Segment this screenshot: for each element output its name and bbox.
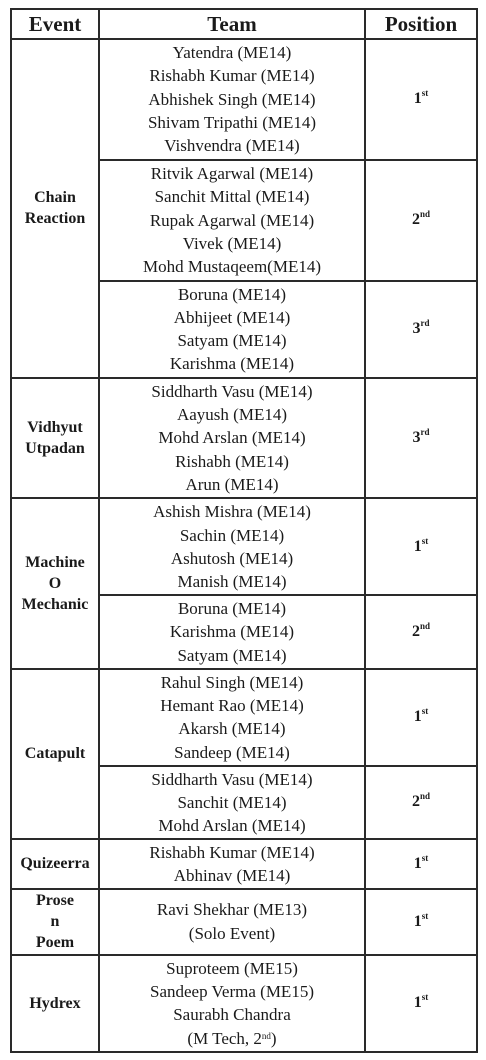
header-position: Position	[365, 9, 477, 39]
position-suffix: nd	[419, 621, 430, 632]
team-member: Karishma (ME14)	[169, 354, 295, 374]
team-member: Vishvendra (ME14)	[164, 136, 300, 156]
team-member: Arun (ME14)	[185, 474, 279, 494]
position-number: 3	[412, 429, 421, 447]
table-row	[11, 669, 477, 766]
team-member: Rahul Singh (ME14)	[160, 672, 304, 692]
event-name-line: n	[50, 913, 60, 931]
event-name-line: Mechanic	[21, 596, 89, 614]
event-cell	[11, 889, 99, 955]
position-cell	[365, 160, 477, 281]
position-suffix: st	[421, 535, 429, 546]
team-member: Mohd Arslan (ME14)	[158, 428, 306, 448]
event-name-line: Chain	[34, 189, 76, 207]
team-member: Boruna (ME14)	[177, 284, 287, 304]
team-member: Ashish Mishra (ME14)	[153, 502, 311, 522]
team-member: Sanchit (ME14)	[177, 792, 287, 812]
position-cell	[365, 889, 477, 955]
position-cell	[365, 498, 477, 595]
team-cell	[99, 889, 365, 955]
position-cell	[365, 281, 477, 378]
event-cell	[11, 955, 99, 1052]
team-member: Suproteem (ME15)	[166, 958, 298, 978]
team-cell	[99, 766, 365, 839]
team-member: Ashutosh (ME14)	[170, 548, 294, 568]
table-row	[11, 378, 477, 499]
team-member: Sanchit Mittal (ME14)	[154, 187, 310, 207]
team-cell	[99, 378, 365, 499]
position-cell	[365, 669, 477, 766]
position-suffix: rd	[420, 318, 430, 329]
event-name-line: Hydrex	[29, 994, 81, 1012]
team-member: Abhijeet (ME14)	[173, 307, 291, 327]
position-suffix: st	[421, 706, 429, 717]
team-member: Mohd Mustaqeem(ME14)	[142, 257, 321, 277]
position-number: 1	[413, 708, 422, 726]
team-member: Rishabh Kumar (ME14)	[149, 842, 315, 862]
team-member: Sachin (ME14)	[179, 525, 285, 545]
event-name-line: Vidhyut	[27, 419, 83, 437]
position-number: 2	[411, 623, 420, 641]
position-number: 2	[411, 211, 420, 229]
table-row	[11, 839, 477, 889]
position-number: 3	[412, 320, 421, 338]
event-name-line: Prose	[36, 892, 74, 910]
position-number: 1	[413, 854, 422, 872]
results-body	[11, 39, 477, 1052]
event-cell	[11, 839, 99, 889]
team-member: (Solo Event)	[188, 923, 276, 943]
event-name-line: Quizeerra	[20, 855, 90, 873]
team-cell	[99, 498, 365, 595]
team-member: Mohd Arslan (ME14)	[158, 816, 306, 836]
team-member-close: )	[270, 1028, 277, 1048]
position-suffix: st	[421, 852, 429, 863]
event-cell	[11, 498, 99, 668]
event-name-line: Utpadan	[25, 440, 85, 458]
results-table	[10, 8, 478, 1053]
position-cell	[365, 595, 477, 668]
team-member: Saurabh Chandra	[173, 1005, 291, 1025]
team-member: Ritvik Agarwal (ME14)	[150, 163, 314, 183]
team-cell	[99, 281, 365, 378]
team-member: Yatendra (ME14)	[172, 43, 292, 63]
position-suffix: nd	[419, 209, 430, 220]
team-member: Rupak Agarwal (ME14)	[149, 210, 315, 230]
position-cell	[365, 39, 477, 160]
team-member: Sandeep (ME14)	[174, 742, 290, 762]
position-number: 1	[413, 912, 422, 930]
team-cell	[99, 839, 365, 889]
team-member: Satyam (ME14)	[177, 331, 287, 351]
team-cell	[99, 955, 365, 1052]
position-cell	[365, 955, 477, 1052]
event-cell	[11, 669, 99, 839]
team-member: Sandeep Verma (ME15)	[150, 982, 314, 1002]
team-member: Siddharth Vasu (ME14)	[151, 381, 313, 401]
team-member: Akarsh (ME14)	[178, 719, 286, 739]
event-name-line: Catapult	[24, 745, 86, 763]
position-number: 2	[411, 793, 420, 811]
header-event: Event	[11, 9, 99, 39]
team-member-sup: nd	[261, 1030, 271, 1041]
position-suffix: nd	[419, 791, 430, 802]
position-number: 1	[413, 537, 422, 555]
team-member: Boruna (ME14)	[177, 599, 287, 619]
position-cell	[365, 839, 477, 889]
table-row	[11, 955, 477, 1052]
team-cell	[99, 669, 365, 766]
event-name-line: Machine	[25, 554, 85, 572]
team-member: Hemant Rao (ME14)	[160, 695, 304, 715]
team-member: Satyam (ME14)	[177, 645, 287, 665]
table-row	[11, 889, 477, 955]
team-member: Rishabh Kumar (ME14)	[149, 66, 315, 86]
team-member: Vivek (ME14)	[182, 233, 282, 253]
team-member: Manish (ME14)	[177, 572, 287, 592]
header-row	[11, 9, 477, 39]
team-member: Aayush (ME14)	[176, 405, 287, 425]
event-cell	[11, 378, 99, 499]
team-cell	[99, 160, 365, 281]
position-suffix: st	[421, 910, 429, 921]
position-cell	[365, 378, 477, 499]
position-suffix: st	[421, 992, 429, 1003]
team-member: Rishabh (ME14)	[175, 451, 289, 471]
position-suffix: st	[421, 88, 429, 99]
position-number: 1	[413, 994, 422, 1012]
header-team: Team	[99, 9, 365, 39]
team-member: Siddharth Vasu (ME14)	[151, 769, 313, 789]
table-row	[11, 39, 477, 160]
team-member-text: (M Tech, 2	[187, 1028, 262, 1048]
table-row	[11, 498, 477, 595]
event-name-line: O	[48, 575, 62, 593]
team-member: Abhinav (ME14)	[173, 865, 291, 885]
team-member: Abhishek Singh (ME14)	[148, 89, 316, 109]
event-cell	[11, 39, 99, 378]
position-suffix: rd	[420, 427, 430, 438]
team-cell	[99, 595, 365, 668]
team-cell	[99, 39, 365, 160]
team-member: Shivam Tripathi (ME14)	[147, 113, 317, 133]
position-cell	[365, 766, 477, 839]
team-member: Karishma (ME14)	[169, 622, 295, 642]
event-name-line: Reaction	[24, 210, 86, 228]
team-member: Ravi Shekhar (ME13)	[156, 900, 308, 920]
position-number: 1	[413, 90, 422, 108]
event-name-line: Poem	[35, 934, 75, 952]
team-member	[100, 1027, 364, 1050]
